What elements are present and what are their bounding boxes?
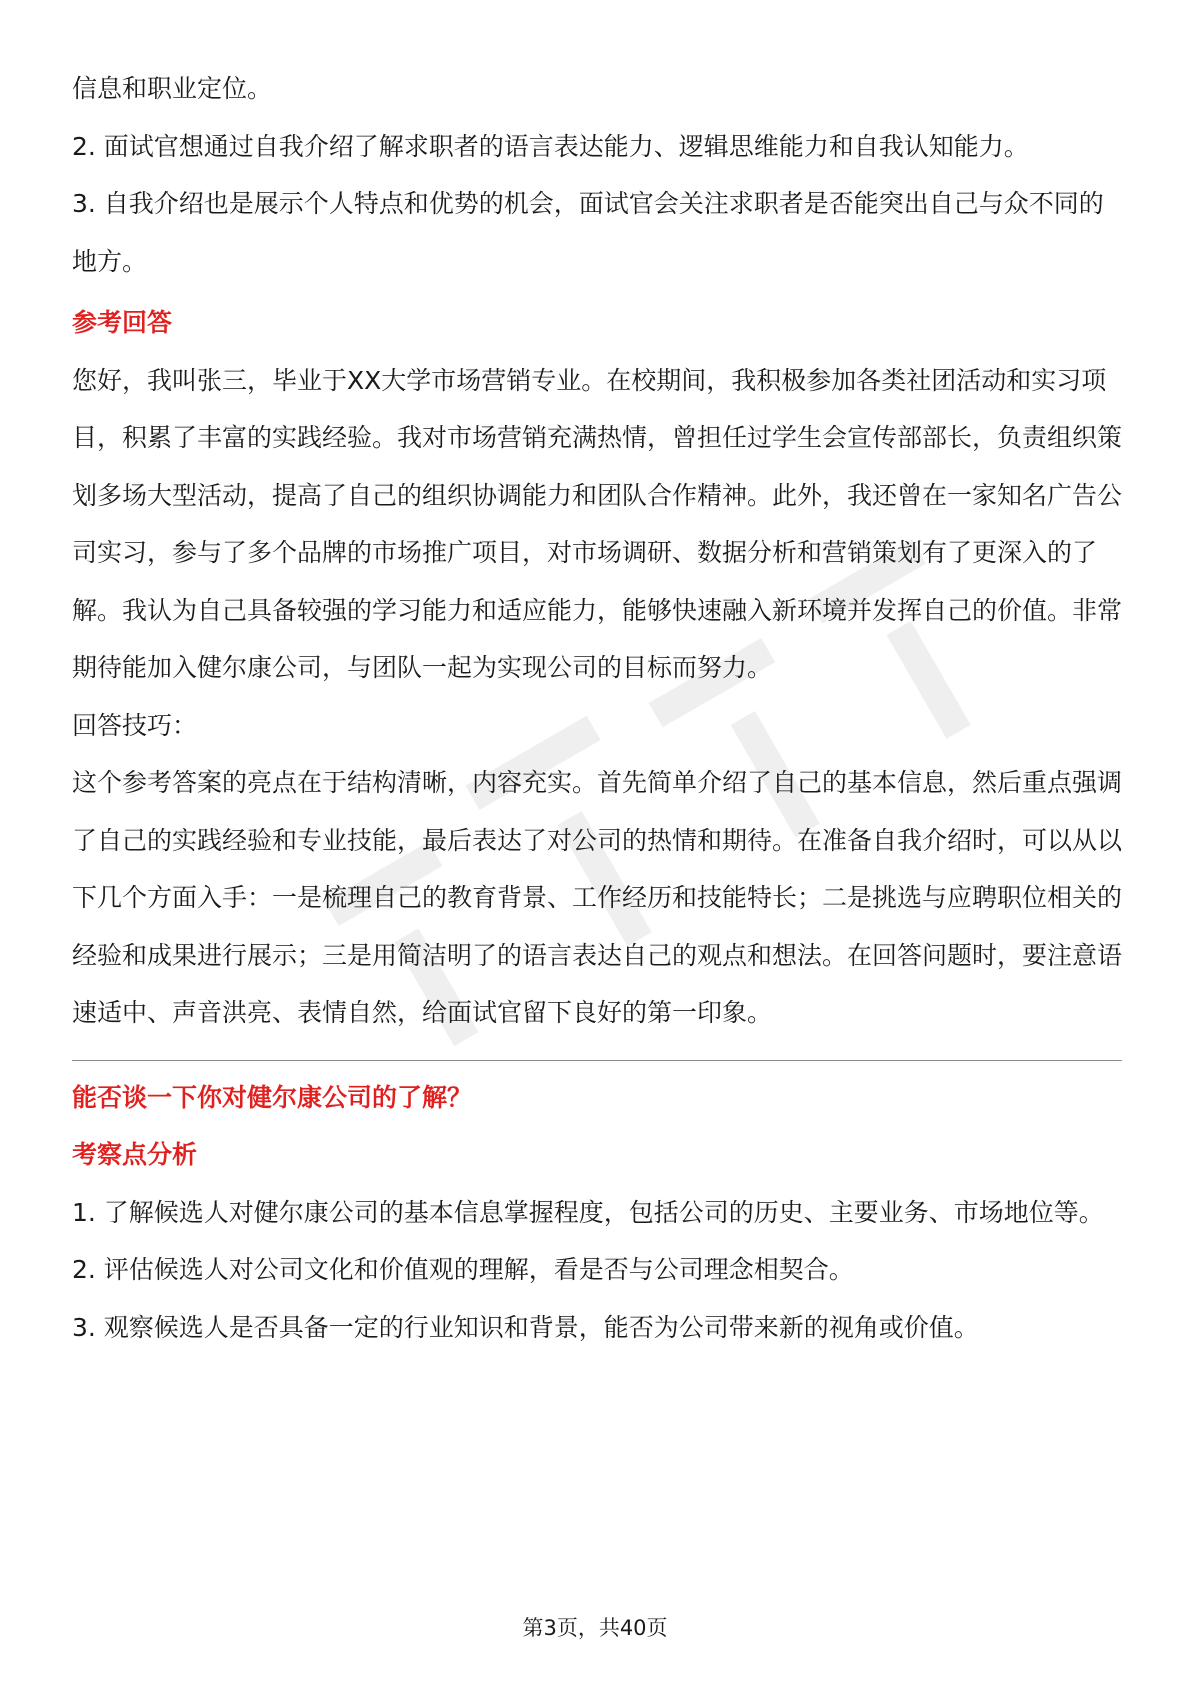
answer-tips-text: 这个参考答案的亮点在于结构清晰，内容充实。首先简单介绍了自己的基本信息，然后重点强调了自己的实践经验和专业技能，最后表达了对公司的热情和期待。在准备自我介绍时，可以从以下几个方面入手：一是梳理自己的教育背景、工作经历和技能特长；二是挑选与应聘职位相关的经验和成果进行展示；三是用简洁明了的语言表达自己的观点和想法。在回答问题时，要注意语速适中、声音洪亮、表情自然，给面试官留下良好的第一印象。 bbox=[72, 768, 1123, 1027]
list-item: 2. 面试官想通过自我介绍了解求职者的语言表达能力、逻辑思维能力和自我认知能力。 bbox=[72, 131, 1029, 161]
question-title: 能否谈一下你对健尔康公司的了解？ bbox=[72, 1082, 473, 1112]
reference-answer-heading: 参考回答 bbox=[72, 308, 173, 337]
reference-answer-text: 您好，我叫张三，毕业于XX大学市场营销专业。在校期间，我积极参加各类社团活动和实习项目，积累了丰富的实践经验。我对市场营销充满热情，曾担任过学生会宣传部部长，负责组织策划多场大型活动，提高了自己的组织协调能力和团队合作精神。此外，我还曾在一家知名广告公司实习，参与了多个品牌的市场推广项目，对市场调研、数据分析和营销策划有了更深入的了解。我认为自己具备较强的学习能力和适应能力，能够快速融入新环境并发挥自己的价值。非常期待能加入健尔康公司，与团队一起为实现公司的目标而努力。 bbox=[72, 365, 1123, 682]
list-item: 2. 评估候选人对公司文化和价值观的理解，看是否与公司理念相契合。 bbox=[72, 1255, 854, 1284]
answer-tips-label: 回答技巧： bbox=[72, 710, 198, 740]
section-divider bbox=[72, 1060, 1122, 1061]
continuation-line: 信息和职业定位。 bbox=[72, 74, 273, 103]
analysis-heading: 考察点分析 bbox=[72, 1140, 198, 1169]
list-item: 1. 了解候选人对健尔康公司的基本信息掌握程度，包括公司的历史、主要业务、市场地位等。 bbox=[72, 1197, 1104, 1227]
document-page bbox=[72, 60, 1122, 1356]
list-item: 3. 自我介绍也是展示个人特点和优势的机会，面试官会关注求职者是否能突出自己与众不同的地方。 bbox=[72, 189, 1104, 276]
page-number: 第3页，共40页 bbox=[522, 1616, 668, 1640]
list-item: 3. 观察候选人是否具备一定的行业知识和背景，能否为公司带来新的视角或价值。 bbox=[72, 1312, 979, 1342]
